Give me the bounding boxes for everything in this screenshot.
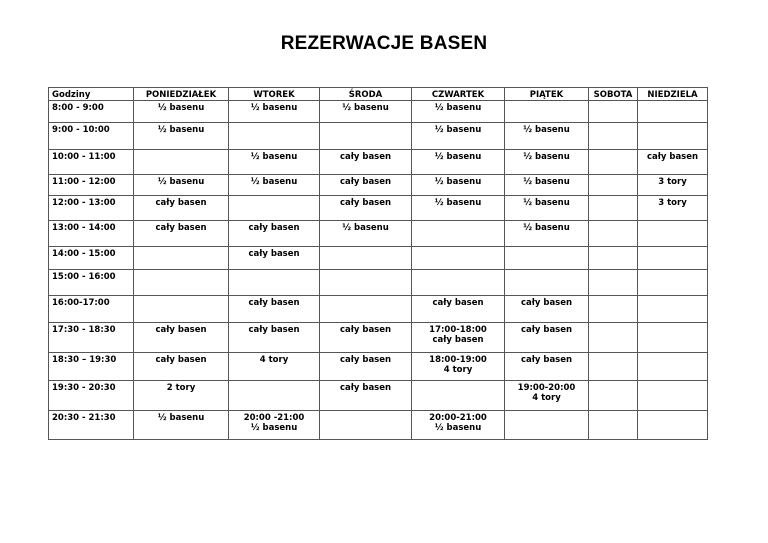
table-cell: 20:00-21:00 ½ basenu (412, 411, 505, 440)
table-cell: ½ basenu (134, 175, 229, 196)
table-cell: cały basen (320, 150, 412, 175)
table-cell (229, 381, 320, 411)
table-cell: cały basen (229, 296, 320, 323)
table-cell: ½ basenu (229, 101, 320, 123)
table-cell (320, 270, 412, 296)
page-title: REZERWACJE BASEN (280, 33, 488, 54)
table-cell (589, 270, 638, 296)
table-cell: ½ basenu (505, 175, 589, 196)
table-cell: ½ basenu (505, 196, 589, 221)
hour-cell: 14:00 - 15:00 (49, 247, 134, 270)
header-row (49, 88, 708, 101)
table-cell (638, 353, 708, 381)
hour-cell: 16:00-17:00 (49, 296, 134, 323)
table-cell: 3 tory (638, 196, 708, 221)
table-cell (589, 150, 638, 175)
table-cell (505, 411, 589, 440)
table-cell (229, 196, 320, 221)
table-cell (638, 270, 708, 296)
table-cell (589, 101, 638, 123)
table-row (49, 296, 708, 323)
table-cell (638, 247, 708, 270)
table-cell: cały basen (505, 296, 589, 323)
table-row (49, 270, 708, 296)
table-row (49, 353, 708, 381)
table-cell (505, 270, 589, 296)
table-cell (638, 411, 708, 440)
table-cell (320, 296, 412, 323)
table-cell (638, 101, 708, 123)
column-header: CZWARTEK (412, 88, 505, 101)
table-cell: cały basen (229, 221, 320, 247)
hour-cell: 10:00 - 11:00 (49, 150, 134, 175)
table-row (49, 247, 708, 270)
column-header: NIEDZIELA (638, 88, 708, 101)
table-cell: cały basen (229, 247, 320, 270)
table-cell: ½ basenu (134, 123, 229, 150)
table-cell: cały basen (320, 381, 412, 411)
table-cell (134, 247, 229, 270)
table-cell: cały basen (505, 353, 589, 381)
hour-cell: 17:30 - 18:30 (49, 323, 134, 353)
table-cell: ½ basenu (134, 411, 229, 440)
table-cell (505, 247, 589, 270)
table-row (49, 381, 708, 411)
table-row (49, 196, 708, 221)
column-header: SOBOTA (589, 88, 638, 101)
table-cell: cały basen (320, 323, 412, 353)
table-cell: ½ basenu (229, 150, 320, 175)
table-cell: cały basen (134, 353, 229, 381)
column-header: PIĄTEK (505, 88, 589, 101)
column-header: Godziny (49, 88, 134, 101)
table-cell: 18:00-19:00 4 tory (412, 353, 505, 381)
table-cell (589, 247, 638, 270)
table-cell: cały basen (134, 196, 229, 221)
table-cell: ½ basenu (229, 175, 320, 196)
hour-cell: 13:00 - 14:00 (49, 221, 134, 247)
table-cell (638, 381, 708, 411)
table-cell (589, 175, 638, 196)
table-cell (412, 221, 505, 247)
table-cell: ½ basenu (412, 150, 505, 175)
table-cell (134, 270, 229, 296)
table-cell: cały basen (229, 323, 320, 353)
table-cell: 17:00-18:00 cały basen (412, 323, 505, 353)
table-cell (589, 221, 638, 247)
table-cell (229, 270, 320, 296)
table-cell: ½ basenu (412, 101, 505, 123)
table-cell (589, 381, 638, 411)
table-cell (412, 247, 505, 270)
table-cell (320, 247, 412, 270)
table-cell (638, 296, 708, 323)
table-cell: cały basen (134, 323, 229, 353)
column-header: WTOREK (229, 88, 320, 101)
table-cell (320, 123, 412, 150)
hour-cell: 12:00 - 13:00 (49, 196, 134, 221)
table-cell: ½ basenu (134, 101, 229, 123)
table-row (49, 221, 708, 247)
table-cell: 3 tory (638, 175, 708, 196)
hour-cell: 11:00 - 12:00 (49, 175, 134, 196)
table-cell: ½ basenu (412, 123, 505, 150)
table-cell (412, 381, 505, 411)
hour-cell: 15:00 - 16:00 (49, 270, 134, 296)
table-cell: 2 tory (134, 381, 229, 411)
table-cell: cały basen (505, 323, 589, 353)
hour-cell: 20:30 - 21:30 (49, 411, 134, 440)
hour-cell: 19:30 - 20:30 (49, 381, 134, 411)
table-cell: cały basen (320, 196, 412, 221)
table-cell (589, 123, 638, 150)
table-cell: ½ basenu (505, 221, 589, 247)
table-row (49, 150, 708, 175)
table-cell (638, 221, 708, 247)
table-row (49, 175, 708, 196)
table-row (49, 101, 708, 123)
table-cell: cały basen (320, 353, 412, 381)
hour-cell: 9:00 - 10:00 (49, 123, 134, 150)
table-cell (320, 411, 412, 440)
table-cell: ½ basenu (505, 123, 589, 150)
table-cell (589, 196, 638, 221)
table-cell: 19:00-20:00 4 tory (505, 381, 589, 411)
table-cell (589, 353, 638, 381)
table-cell: ½ basenu (412, 196, 505, 221)
table-row (49, 323, 708, 353)
table-cell: cały basen (134, 221, 229, 247)
table-cell: cały basen (638, 150, 708, 175)
table-row (49, 123, 708, 150)
table-cell: cały basen (412, 296, 505, 323)
table-cell (589, 296, 638, 323)
table-cell (134, 296, 229, 323)
table-cell (229, 123, 320, 150)
table-cell (589, 323, 638, 353)
table-row (49, 411, 708, 440)
table-cell (412, 270, 505, 296)
table-cell: ½ basenu (320, 101, 412, 123)
column-header: ŚRODA (320, 88, 412, 101)
table-cell (589, 411, 638, 440)
table-cell: 4 tory (229, 353, 320, 381)
table-cell (638, 123, 708, 150)
table-cell (134, 150, 229, 175)
column-header: PONIEDZIAŁEK (134, 88, 229, 101)
table-cell: ½ basenu (412, 175, 505, 196)
table-cell (638, 323, 708, 353)
reservation-table (48, 87, 708, 440)
table-cell: 20:00 -21:00 ½ basenu (229, 411, 320, 440)
table-cell (505, 101, 589, 123)
table-cell: cały basen (320, 175, 412, 196)
table-cell: ½ basenu (320, 221, 412, 247)
hour-cell: 8:00 - 9:00 (49, 101, 134, 123)
hour-cell: 18:30 – 19:30 (49, 353, 134, 381)
table-cell: ½ basenu (505, 150, 589, 175)
